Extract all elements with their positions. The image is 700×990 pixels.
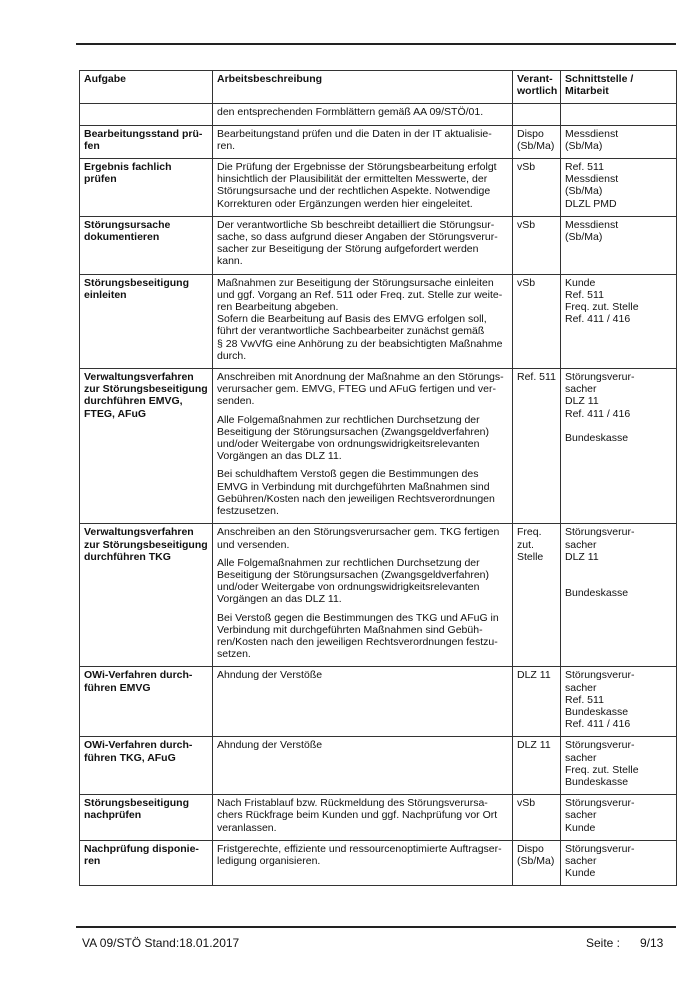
responsible-cell — [513, 524, 561, 667]
responsible-cell — [513, 104, 561, 125]
description-paragraph: Alle Folgemaßnahmen zur rechtlichen Durchsetzung der Beseitigung der Störungsursachen (Zwangsgeldverfahren) und/oder Weitergabe von ordnungswidrigkeitsrelevanten Vorgängen an das DLZ 11. — [217, 556, 489, 606]
responsible-value: Dispo (Sb/Ma) — [517, 127, 555, 152]
responsible-cell — [513, 667, 561, 737]
table-row — [80, 524, 677, 667]
task-cell — [80, 737, 213, 795]
interface-cell — [561, 840, 677, 886]
table-body — [80, 104, 677, 886]
task-label: Verwaltungsverfahren zur Störungsbeseitigung durchführen EMVG, FTEG, AFuG — [84, 371, 208, 420]
responsible-cell — [513, 840, 561, 886]
interface-value: Störungsverur- sacher Ref. 511 Bundeskasse Ref. 411 / 416 — [565, 669, 635, 731]
description-paragraph: Alle Folgemaßnahmen zur rechtlichen Durchsetzung der Beseitigung der Störungsursachen (Zwangsgeldverfahren) und/oder Weitergabe von ordnungswidrigkeitsrelevanten Vorgängen an das DLZ 11. — [217, 413, 489, 463]
interface-value: Kunde Ref. 511 Freq. zut. Stelle Ref. 411 / 416 — [565, 276, 639, 326]
interface-value: Messdienst (Sb/Ma) — [565, 127, 619, 152]
description-paragraph: Bei schuldhaftem Verstoß gegen die Bestimmungen des EMVG in Verbindung mit durchgeführten Maßnahmen sind Gebühren/Kosten nach den jeweiligen Rechtsverordnungen festzusetzen. — [217, 468, 495, 518]
task-label: Verwaltungsverfahren zur Störungsbeseitigung durchführen TKG — [84, 526, 208, 563]
description-paragraph: Der verantwortliche Sb beschreibt detailliert die Störungsur- sache, so dass aufgrund dieser Angaben der Störungsverur- sacher zur Beseitigung der Störung aufgefordert werden kann. — [217, 218, 498, 268]
description-cell — [213, 840, 513, 886]
description-cell — [213, 524, 513, 667]
description-paragraph: Bearbeitungstand prüfen und die Daten in der IT aktualisie- ren. — [217, 127, 492, 152]
footer-document-id: VA 09/STÖ Stand:18.01.2017 — [82, 936, 240, 950]
responsible-cell — [513, 216, 561, 274]
interface-cell — [561, 369, 677, 524]
responsible-value: DLZ 11 — [517, 669, 551, 682]
table-row — [80, 104, 677, 125]
footer-rule — [76, 926, 676, 928]
description-paragraph: Maßnahmen zur Beseitigung der Störungsursache einleiten und ggf. Vorgang an Ref. 511 oder Freq. zut. Stelle zur weite- ren Bearbeitung abgeben. Sofern die Bearbeitung auf Basis des EMVG erfolgen soll, führt der verantwortliche Sachbearbeiter zunächst gemäß § 28 VwVfG eine Anhörung zu der beabsichtigten Maßnahme durch. — [217, 276, 503, 362]
interface-cell — [561, 524, 677, 667]
interface-value: Störungsverur- sacher Freq. zut. Stelle Bundeskasse — [565, 739, 639, 788]
description-cell — [213, 216, 513, 274]
table-header-row — [80, 71, 677, 104]
top-rule — [76, 43, 676, 45]
header-task: Aufgabe — [80, 71, 213, 104]
description-cell — [213, 737, 513, 795]
task-cell — [80, 667, 213, 737]
task-cell — [80, 795, 213, 841]
task-label: Nachprüfung disponie- ren — [84, 842, 199, 867]
interface-cell — [561, 667, 677, 737]
task-label: Ergebnis fachlich prüfen — [84, 161, 172, 186]
task-cell — [80, 524, 213, 667]
table-row — [80, 840, 677, 886]
task-cell — [80, 274, 213, 368]
table-row — [80, 667, 677, 737]
description-cell — [213, 369, 513, 524]
description-paragraph: Ahndung der Verstöße — [217, 669, 323, 682]
table-row — [80, 795, 677, 841]
footer-page-number: 9/13 — [640, 936, 664, 950]
task-table — [79, 70, 677, 886]
task-cell — [80, 104, 213, 125]
description-paragraph: Nach Fristablauf bzw. Rückmeldung des Störungsverursa- chers Rückfrage beim Kunden und ggf. Nachprüfung vor Ort veranlassen. — [217, 797, 498, 834]
task-label: OWi-Verfahren durch- führen TKG, AFuG — [84, 739, 193, 764]
interface-value: Störungsverur- sacher DLZ 11 Ref. 411 / 416 Bundeskasse — [565, 371, 635, 445]
description-paragraph: Fristgerechte, effiziente und ressourcenoptimierte Auftragser- ledigung organisieren. — [217, 842, 502, 867]
task-label: Störungsursache dokumentieren — [84, 218, 171, 244]
task-label: OWi-Verfahren durch- führen EMVG — [84, 669, 193, 694]
table-row — [80, 274, 677, 368]
description-paragraph: Ahndung der Verstöße — [217, 739, 323, 752]
footer-page-label: Seite : — [586, 936, 621, 950]
description-cell — [213, 159, 513, 217]
responsible-cell — [513, 159, 561, 217]
table-row — [80, 125, 677, 158]
header-description: Arbeitsbeschreibung — [213, 71, 513, 104]
task-label: Störungsbeseitigung einleiten — [84, 276, 189, 301]
responsible-cell — [513, 795, 561, 841]
interface-value: Störungsverur- sacher DLZ 11 Bundeskasse — [565, 526, 635, 600]
responsible-value: vSb — [517, 797, 536, 810]
task-cell — [80, 216, 213, 274]
responsible-cell — [513, 125, 561, 158]
description-paragraph: Anschreiben mit Anordnung der Maßnahme an den Störungs- verursacher gem. EMVG, FTEG und AFuG fertigen und ver- senden. — [217, 371, 504, 408]
interface-value: Messdienst (Sb/Ma) — [565, 218, 619, 244]
responsible-value: DLZ 11 — [517, 739, 551, 752]
description-paragraph: den entsprechenden Formblättern gemäß AA 09/STÖ/01. — [217, 106, 484, 119]
responsible-value: vSb — [517, 218, 536, 231]
task-cell — [80, 840, 213, 886]
interface-value: Ref. 511 Messdienst (Sb/Ma) DLZL PMD — [565, 161, 619, 210]
interface-value: Störungsverur- sacher Kunde — [565, 797, 635, 834]
header-responsible: Verant- wortlich — [513, 71, 561, 104]
table-row — [80, 737, 677, 795]
responsible-value: Freq. zut. Stelle — [517, 526, 544, 563]
description-cell — [213, 104, 513, 125]
interface-cell — [561, 159, 677, 217]
description-cell — [213, 795, 513, 841]
description-cell — [213, 125, 513, 158]
task-cell — [80, 369, 213, 524]
interface-cell — [561, 274, 677, 368]
interface-cell — [561, 104, 677, 125]
responsible-value: Ref. 511 — [517, 371, 556, 384]
task-label: Bearbeitungsstand prü- fen — [84, 127, 203, 152]
table-row — [80, 369, 677, 524]
interface-cell — [561, 737, 677, 795]
interface-cell — [561, 125, 677, 158]
table-row — [80, 216, 677, 274]
task-cell — [80, 159, 213, 217]
responsible-value: Dispo (Sb/Ma) — [517, 842, 555, 867]
description-cell — [213, 667, 513, 737]
description-paragraph: Bei Verstoß gegen die Bestimmungen des TKG und AFuG in Verbindung mit durchgeführten Maßnahmen sind Gebüh- ren/Kosten nach den jeweiligen Rechtsverordnungen festzu- setzen. — [217, 611, 499, 661]
responsible-value: vSb — [517, 276, 536, 289]
interface-cell — [561, 795, 677, 841]
description-paragraph: Anschreiben an den Störungsverursacher gem. TKG fertigen und versenden. — [217, 526, 500, 551]
table-row — [80, 159, 677, 217]
description-paragraph: Die Prüfung der Ergebnisse der Störungsbearbeitung erfolgt hinsichtlich der Plausibilität der ermittelten Messwerte, der Störungsursache und der rechtlichen Aspekte. Notwendige Korrekturen oder Ergänzungen werden hier eingeleitet. — [217, 161, 497, 210]
responsible-cell — [513, 737, 561, 795]
responsible-value: vSb — [517, 161, 536, 174]
header-interface: Schnittstelle / Mitarbeit — [561, 71, 677, 104]
description-cell — [213, 274, 513, 368]
interface-value: Störungsverur- sacher Kunde — [565, 842, 635, 880]
responsible-cell — [513, 274, 561, 368]
task-cell — [80, 125, 213, 158]
interface-cell — [561, 216, 677, 274]
responsible-cell — [513, 369, 561, 524]
task-label: Störungsbeseitigung nachprüfen — [84, 797, 189, 822]
